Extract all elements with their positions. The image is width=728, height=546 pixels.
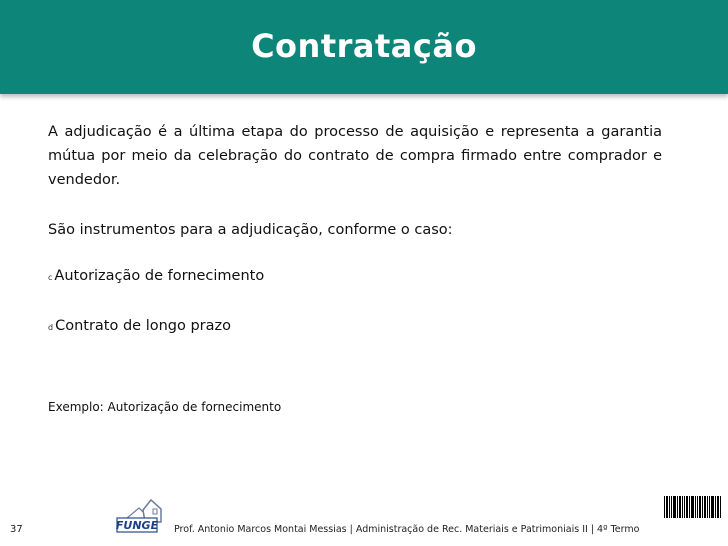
bullet-item xyxy=(48,264,662,290)
footer xyxy=(0,492,728,546)
barcode-icon xyxy=(662,494,724,524)
page-number: 37 xyxy=(10,524,23,535)
instruments-paragraph: São instrumentos para a adjudicação, conforme o caso: xyxy=(48,222,453,238)
bullet-marker: c xyxy=(48,273,53,282)
slide-title: Contratação xyxy=(251,27,477,65)
slide-content xyxy=(48,120,662,340)
header-bar xyxy=(0,0,728,94)
example-text: Exemplo: Autorização de fornecimento xyxy=(48,400,282,414)
svg-text:FUNGE: FUNGE xyxy=(115,519,159,532)
bullet-text: Contrato de longo prazo xyxy=(55,318,232,334)
bullet-text: Autorização de fornecimento xyxy=(54,268,265,284)
intro-paragraph: A adjudicação é a última etapa do processo de aquisição e representa a garantia mútua por meio da celebração do contrato de compra firmado entre comprador e vendedor. xyxy=(48,124,662,188)
footer-credit: Prof. Antonio Marcos Montai Messias | Administração de Rec. Materiais e Patrimoniais II | 4º Termo xyxy=(174,524,640,535)
bullet-item xyxy=(48,314,662,340)
bullet-marker: d xyxy=(48,323,54,332)
funge-logo xyxy=(115,494,163,538)
